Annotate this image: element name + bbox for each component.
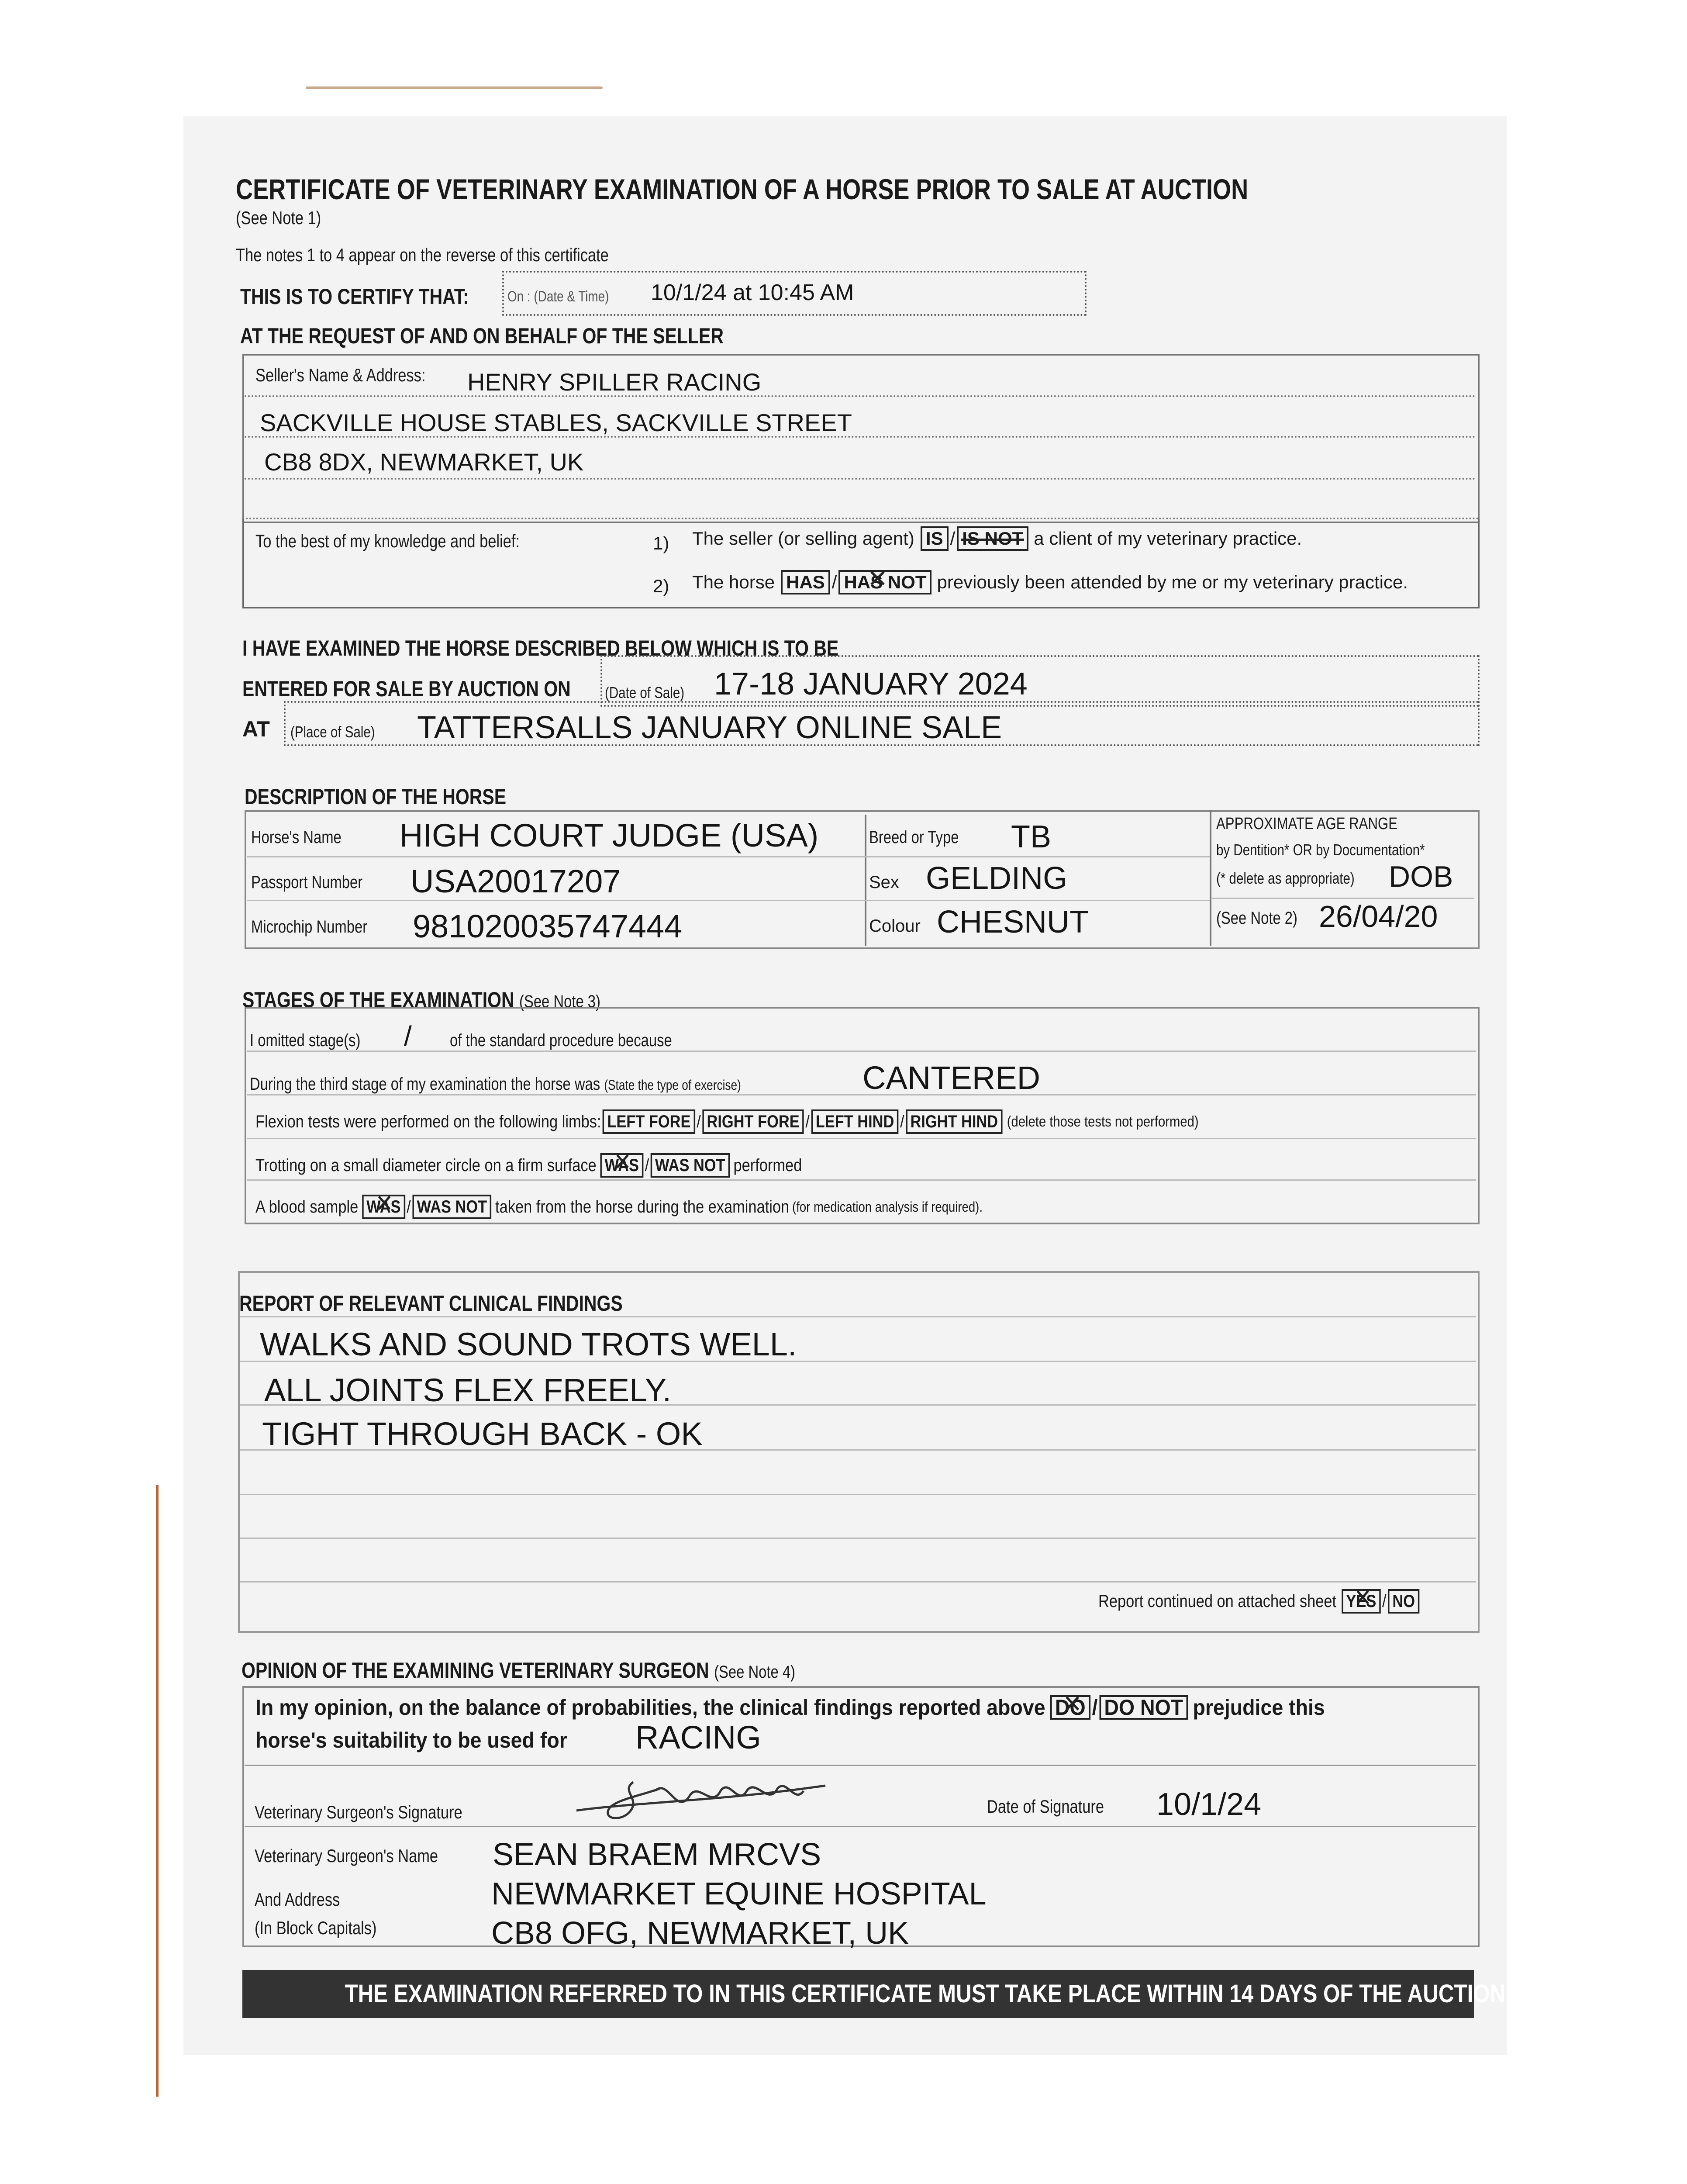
footer-banner (242, 1970, 1506, 2018)
horse-section-title: DESCRIPTION OF THE HORSE (245, 784, 507, 809)
divider (247, 856, 1210, 857)
seller-client-row: The seller (or selling agent) IS / IS NOT a client of my veterinary practice. (692, 526, 1302, 551)
omitted-suffix: of the standard procedure because (450, 1031, 672, 1050)
breed-label: Breed or Type (869, 828, 959, 847)
microchip-label: Microchip Number (251, 917, 368, 936)
opinion-statement-row: In my opinion, on the balance of probabilities, the clinical findings reported above DO ✕ / DO NOT prejudice this (255, 1695, 1325, 1720)
passport-label: Passport Number (251, 873, 363, 892)
stages-section-title: STAGES OF THE EXAMINATION (See Note 3) (242, 988, 600, 1012)
paper-edge-line (306, 86, 603, 89)
intended-use-value: RACING (635, 1719, 761, 1755)
age-title: APPROXIMATE AGE RANGE (1216, 815, 1397, 833)
blood-hint: (for medication analysis if required). (792, 1199, 983, 1215)
seller-label: Seller's Name & Address: (255, 365, 426, 385)
dob-label: DOB (1389, 860, 1453, 893)
divider (245, 1826, 1476, 1827)
report-continued-label: Report continued on attached sheet (1098, 1591, 1337, 1611)
at-label: AT (242, 717, 270, 741)
examined-label: I HAVE EXAMINED THE HORSE DESCRIBED BELOW WHICH IS TO BE (242, 636, 839, 660)
trotting-was-option[interactable]: WAS ✕ (600, 1153, 643, 1178)
colour-value: CHESNUT (937, 905, 1089, 940)
flexion-label: Flexion tests were performed on the following limbs: (255, 1112, 601, 1131)
blood-label: A blood sample (255, 1197, 359, 1216)
place-of-sale-label: (Place of Sale) (290, 723, 375, 741)
vet-name-value: SEAN BRAEM MRCVS (493, 1837, 821, 1872)
divider (240, 1581, 1476, 1583)
passport-value: USA20017207 (411, 863, 621, 899)
vet-address-line2: CB8 OFG, NEWMARKET, UK (491, 1916, 909, 1951)
entered-label: ENTERED FOR SALE BY AUCTION ON (242, 677, 571, 701)
item1-number: 1) (653, 533, 669, 553)
omitted-label: I omitted stage(s) (250, 1031, 361, 1050)
item2-suffix: previously been attended by me or my veterinary practice. (937, 572, 1408, 592)
certify-label: THIS IS TO CERTIFY THAT: (240, 284, 469, 309)
date-of-sale-label: (Date of Sale) (605, 684, 685, 702)
divider (247, 1138, 1476, 1139)
seller-name-value: HENRY SPILLER RACING (467, 368, 762, 396)
divider (247, 1051, 1476, 1052)
divider (865, 815, 866, 946)
flexion-row: Flexion tests were performed on the following limbs: LEFT FORE / RIGHT FORE / LEFT HIND / RIGHT HIND (delete those tests not performed) (255, 1109, 1199, 1134)
report-line-3: TIGHT THROUGH BACK - OK (262, 1416, 703, 1452)
breed-value: TB (1011, 819, 1052, 854)
divider (245, 395, 1476, 397)
footer-text: THE EXAMINATION REFERRED TO IN THIS CERTIFICATE MUST TAKE PLACE WITHIN 14 DAYS OF THE AUCTION (345, 1980, 1506, 2008)
vet-signature (568, 1765, 830, 1830)
colour-label: Colour (869, 916, 921, 936)
opinion-section-title: OPINION OF THE EXAMINING VETERINARY SURGEON (See Note 4) (241, 1658, 796, 1683)
seller-is-option[interactable]: IS (921, 526, 949, 551)
vet-name-label: Veterinary Surgeon's Name (255, 1845, 438, 1866)
sale-place-value: TATTERSALLS JANUARY ONLINE SALE (417, 710, 1002, 745)
divider (240, 1494, 1476, 1495)
flexion-left-hind-option[interactable]: LEFT HIND (811, 1109, 898, 1134)
opinion-text-prefix: In my opinion, on the balance of probabilities, the clinical findings reported above (255, 1695, 1045, 1720)
item1-prefix: The seller (or selling agent) (692, 528, 914, 549)
third-stage-value: CANTERED (862, 1060, 1041, 1096)
see-note-1: (See Note 1) (236, 207, 321, 228)
report-continued-row: Report continued on attached sheet YES ✕ / NO (1098, 1589, 1421, 1614)
divider (247, 1179, 1476, 1181)
horse-name-label: Horse's Name (251, 828, 342, 847)
horse-name-value: HIGH COURT JUDGE (USA) (400, 817, 819, 854)
paper-shadow-edge (156, 1485, 159, 2097)
blood-suffix: taken from the horse during the examination (495, 1197, 790, 1216)
divider (245, 478, 1476, 480)
divider (247, 900, 1210, 901)
see-note-2: (See Note 2) (1216, 909, 1297, 928)
trotting-suffix: performed (733, 1155, 802, 1175)
seller-is-not-option[interactable]: IS NOT (957, 526, 1028, 551)
blood-was-not-option[interactable]: WAS NOT (412, 1195, 491, 1219)
trotting-was-not-option[interactable]: WAS NOT (651, 1153, 730, 1178)
trotting-label: Trotting on a small diameter circle on a firm surface (255, 1155, 597, 1175)
certificate-title: CERTIFICATE OF VETERINARY EXAMINATION OF A HORSE PRIOR TO SALE AT AUCTION (236, 173, 1249, 205)
sex-label: Sex (869, 873, 899, 892)
continued-no-option[interactable]: NO (1388, 1589, 1419, 1614)
opinion-text-line2: horse's suitability to be used for (255, 1728, 567, 1752)
horse-has-not-option[interactable]: HAS NOT ✕ (838, 570, 931, 594)
flexion-left-fore-option[interactable]: LEFT FORE (603, 1109, 695, 1134)
trotting-row: Trotting on a small diameter circle on a firm surface WAS ✕ / WAS NOT performed (255, 1153, 802, 1178)
item1-suffix: a client of my veterinary practice. (1034, 528, 1302, 549)
third-stage-label: During the third stage of my examination the horse was (State the type of exercise) (250, 1075, 741, 1094)
on-date-label: On : (Date & Time) (507, 288, 609, 305)
report-line-1: WALKS AND SOUND TROTS WELL. (260, 1326, 797, 1362)
report-section-title: REPORT OF RELEVANT CLINICAL FINDINGS (239, 1291, 623, 1316)
divider (247, 1094, 1476, 1095)
horse-attended-row: The horse HAS / HAS NOT ✕ previously been attended by me or my veterinary practice. (692, 570, 1408, 594)
vet-address-line1: NEWMARKET EQUINE HOSPITAL (491, 1876, 987, 1911)
microchip-value: 981020035747444 (413, 908, 683, 944)
seller-address-line2: CB8 8DX, NEWMARKET, UK (264, 448, 584, 476)
age-delete-note: (* delete as appropriate) (1216, 869, 1355, 887)
divider (1210, 810, 1211, 946)
flexion-suffix: (delete those tests not performed) (1007, 1113, 1199, 1130)
signature-date-value: 10/1/24 (1156, 1787, 1262, 1822)
flexion-right-hind-option[interactable]: RIGHT HIND (906, 1109, 1002, 1134)
signature-label: Veterinary Surgeon's Signature (255, 1802, 462, 1822)
divider (240, 1316, 1476, 1317)
seller-address-line1: SACKVILLE HOUSE STABLES, SACKVILLE STREET (260, 409, 852, 436)
signature-scribble (568, 1765, 830, 1830)
age-by-dentition: by Dentition* OR by Documentation* (1216, 841, 1425, 859)
horse-has-option[interactable]: HAS (781, 570, 830, 594)
item2-number: 2) (653, 576, 669, 596)
exam-datetime-value: 10/1/24 at 10:45 AM (651, 280, 854, 305)
request-label: AT THE REQUEST OF AND ON BEHALF OF THE SELLER (240, 324, 724, 348)
sale-date-value: 17-18 JANUARY 2024 (714, 667, 1028, 702)
opinion-do-option[interactable]: DO ✕ (1050, 1695, 1090, 1720)
opinion-text-suffix: prejudice this (1193, 1695, 1325, 1720)
dob-value: 26/04/20 (1319, 899, 1438, 933)
report-line-2: ALL JOINTS FLEX FREELY. (264, 1372, 672, 1408)
signature-date-label: Date of Signature (987, 1796, 1104, 1817)
flexion-right-fore-option[interactable]: RIGHT FORE (702, 1109, 804, 1134)
omitted-value: / (404, 1020, 412, 1052)
sex-value: GELDING (926, 861, 1068, 896)
block-capitals-label: (In Block Capitals) (255, 1918, 377, 1938)
continued-yes-option[interactable]: YES ✕ (1342, 1589, 1380, 1614)
blood-row: A blood sample WAS ✕ / WAS NOT taken from the horse during the examination (for medication analysis if required). (255, 1195, 983, 1219)
item2-prefix: The horse (692, 572, 775, 592)
blood-was-option[interactable]: WAS ✕ (362, 1195, 405, 1219)
opinion-do-not-option[interactable]: DO NOT (1099, 1695, 1188, 1720)
knowledge-label: To the best of my knowledge and belief: (255, 531, 520, 551)
vet-address-label: And Address (255, 1889, 340, 1910)
divider (240, 1538, 1476, 1539)
notes-line: The notes 1 to 4 appear on the reverse of this certificate (236, 245, 609, 265)
divider (245, 1765, 1476, 1766)
